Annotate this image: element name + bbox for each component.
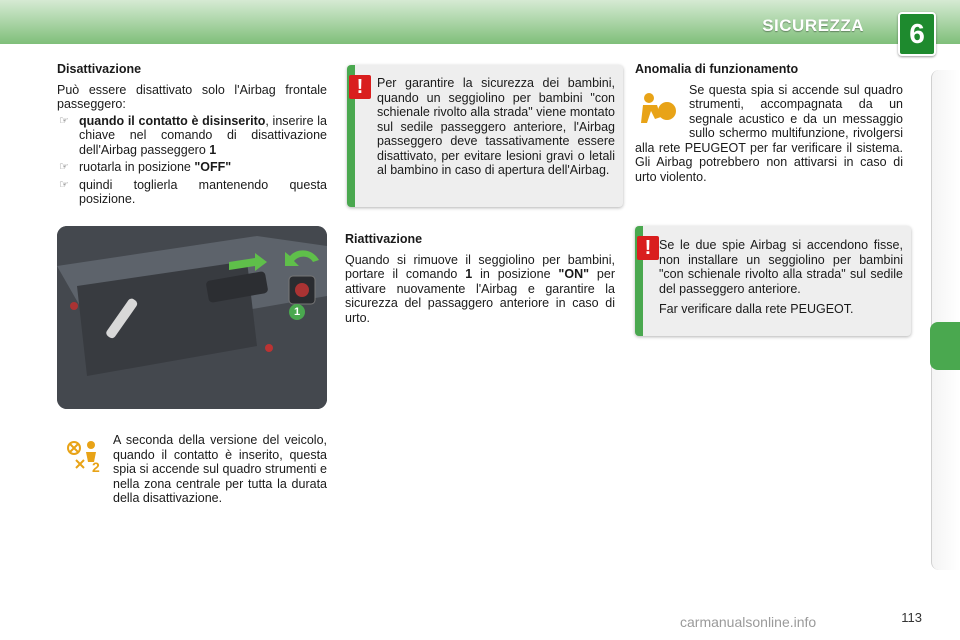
middle-column [345,232,615,325]
watermark: carmanualsonline.info [680,614,817,630]
airbag-lights-check-text: Far verificare dalla rete PEUGEOT. [659,302,854,316]
malfunction-heading: Anomalia di funzionamento [635,62,799,76]
section-title: SICUREZZA [762,16,864,35]
chapter-badge: 6 [898,12,936,56]
step-2: ☞ ruotarla in posizione "OFF" [59,160,232,174]
malfunction-text: Se questa spia si accende sul quadro strumenti, accompagnata da un segnale acustico e da un messaggio sullo schermo multifunzione, rivolgersi alla rete PEUGEOT per far verificare il sistema. Gli Airbag potrebbero non attivarsi in caso di urto violento. [635,82,903,184]
airbag-lights-warning-box [635,226,911,336]
airbag-warning-light-icon [635,89,683,131]
deactivation-heading: Disattivazione [57,62,142,76]
warning-exclamation-icon: ! [637,236,659,260]
deactivation-light-text: A seconda della versione del veicolo, quando il contatto è inserito, questa spia si accende sul quadro strumenti e nella zona centrale per tutta la durata della disattivazione. [113,433,327,505]
airbag-switch-photo [57,226,327,409]
active-chapter-tab[interactable] [930,322,960,370]
page-number: 113 [901,610,922,625]
deactivation-intro: Può essere disattivato solo l'Airbag frontale passeggero: [57,82,327,111]
pointer-hand-icon: ☞ [59,161,69,173]
step-1: ☞ quando il contatto è disinserito, inserire la chiave nel comando di disattivazione dell'Airbag passeggero 1 [59,113,327,157]
svg-text:2: 2 [92,459,100,474]
reactivation-heading: Riattivazione [345,232,423,246]
pointer-hand-icon: ☞ [59,178,69,191]
page-header [0,0,960,49]
deactivation-steps [57,114,327,207]
pointer-hand-icon: ☞ [59,114,69,127]
reactivation-text: Quando si rimuove il seggiolino per bambini, portare il comando 1 in posizione "ON" per attivare nuovamente l'Airbag e garantire la sicurezza del passaggero anteriore in caso di urto. [345,252,615,325]
step-3: ☞ quindi toglierla mantenendo questa posizione. [59,177,327,206]
left-column [57,62,327,210]
warning-exclamation-icon: ! [349,75,371,99]
glovebox-illustration [57,226,327,409]
control-1-callout: 1 [289,304,305,320]
airbag-lights-warning-text: Se le due spie Airbag si accendono fisse, non installare un seggiolino per bambini "con schienale rivolto alla strada" sul sedile del passeggero anteriore. [659,238,903,296]
child-seat-warning-box [347,65,623,207]
passenger-airbag-off-icon [64,438,104,474]
chapter-tab-strip [931,70,960,570]
right-column [635,62,903,184]
child-seat-warning-text: Per garantire la sicurezza dei bambini, quando un seggiolino per bambini "con schienale rivolto alla strada" viene montato sul sedile passeggero anteriore, l'Airbag passeggero deve tassativamente essere disattivato, per evitare lesioni gravi o letali al bambino in caso di apertura dell'Airbag. [377,76,615,177]
